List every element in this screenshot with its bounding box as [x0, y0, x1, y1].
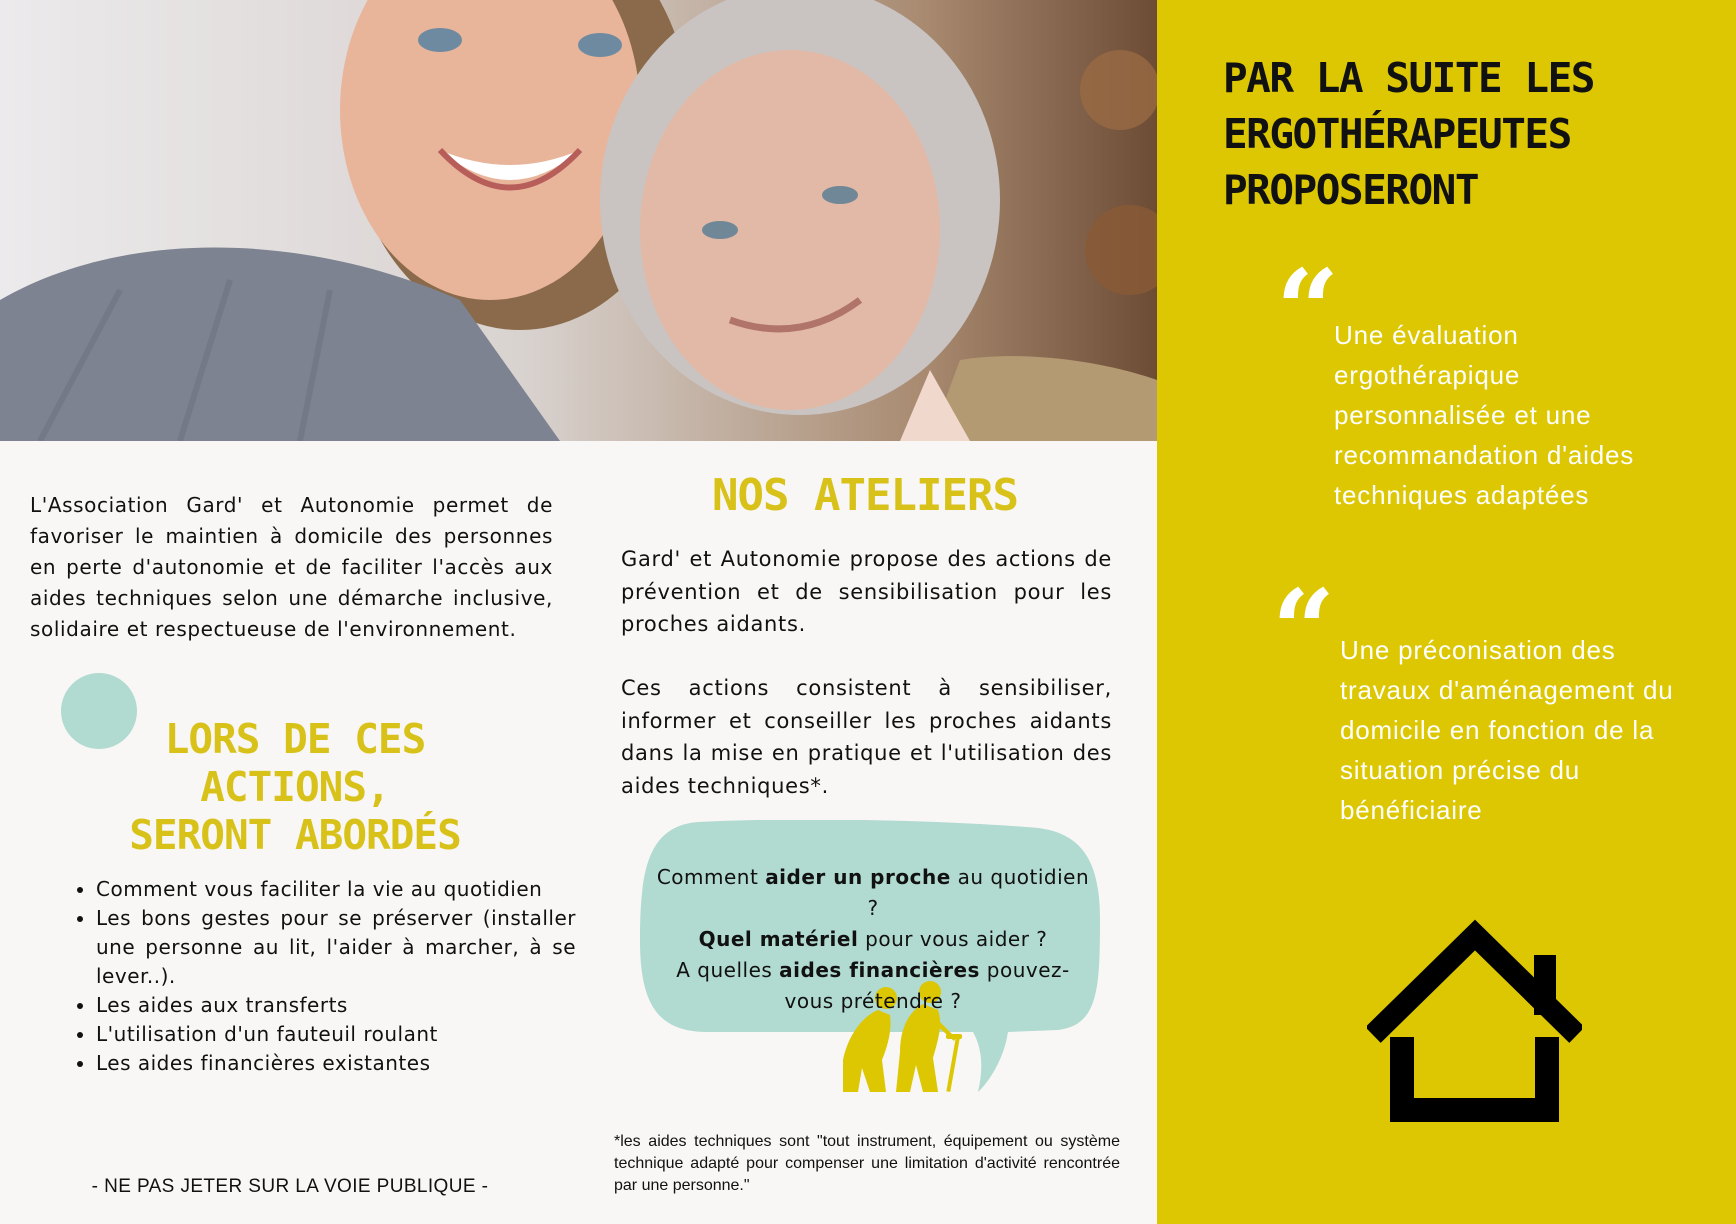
bubble-line-1-post: au quotidien ? [867, 865, 1090, 920]
bubble-line-3 [653, 955, 1093, 1017]
hero-photo [0, 0, 1157, 441]
quote-icon: “ [1272, 565, 1336, 694]
right-panel [1157, 0, 1736, 1224]
bubble-line-3-pre: A quelles [676, 958, 780, 982]
panel-title [1223, 50, 1703, 218]
speech-bubble [638, 820, 1103, 1095]
quote-evaluation: Une évaluation ergothérapique personnalisée et une recommandation d'aides techniques adaptées [1334, 320, 1635, 510]
ateliers-paragraph-1: Gard' et Autonomie propose des actions de prévention et de sensibilisation pour les proches aidants. [621, 547, 1112, 636]
house-icon [1367, 915, 1582, 1130]
quote-icon: “ [1276, 245, 1340, 374]
actions-heading-line2: SERONT ABORDÉS [129, 811, 461, 859]
bubble-line-3-bold: aides financières [779, 958, 980, 982]
technical-aids-footnote: *les aides techniques sont "tout instrument, équipement ou système technique adapté pour compenser une limitation d'activité rencontrée par une personne." [614, 1133, 1120, 1194]
panel-title-line2: ERGOTHÉRAPEUTES [1223, 110, 1571, 158]
caregiver-and-elder-photo [0, 0, 1157, 441]
list-item: • Les bons gestes pour se préserver (installer une personne au lit, l'aider à marcher, à se lever..). [96, 904, 576, 991]
bubble-line-1-bold: aider un proche [765, 865, 951, 889]
list-item: • Les aides financières existantes [96, 1049, 576, 1078]
footer-notice: - NE PAS JETER SUR LA VOIE PUBLIQUE - [91, 1176, 489, 1197]
bubble-line-1-pre: Comment [656, 865, 766, 889]
ateliers-paragraph-2: Ces actions consistent à sensibiliser, informer et conseiller les proches aidants dans la mise en pratique et l'utilisation des aides techniques*. [621, 676, 1112, 798]
actions-heading-line1: LORS DE CES ACTIONS, [164, 715, 426, 811]
ateliers-heading: NOS ATELIERS [712, 470, 1018, 521]
bubble-line-2 [653, 924, 1093, 955]
list-item: • Les aides aux transferts [96, 991, 576, 1020]
quote-preconisation: Une préconisation des travaux d'aménagement du domicile en fonction de la situation précise du bénéficiaire [1340, 635, 1674, 825]
bubble-text [653, 862, 1093, 1017]
panel-title-line1: PAR LA SUITE LES [1223, 54, 1594, 102]
list-item: • Comment vous faciliter la vie au quotidien [96, 875, 576, 904]
bubble-line-2-post: pour vous aider ? [858, 927, 1048, 951]
bubble-line-2-bold: Quel matériel [698, 927, 859, 951]
bubble-line-1 [653, 862, 1093, 924]
panel-title-line3: PROPOSERONT [1223, 166, 1479, 214]
intro-paragraph: L'Association Gard' et Autonomie permet de favoriser le maintien à domicile des personnes en perte d'autonomie et de faciliter l'accès aux aides techniques selon une démarche inclusive, solidaire et respectueuse de l'environnement. [30, 493, 553, 641]
list-item: • L'utilisation d'un fauteuil roulant [96, 1020, 576, 1049]
topics-list [60, 875, 576, 1078]
actions-heading [70, 715, 520, 859]
bubble-line-3-post: pouvez-vous prétendre ? [784, 958, 1070, 1013]
